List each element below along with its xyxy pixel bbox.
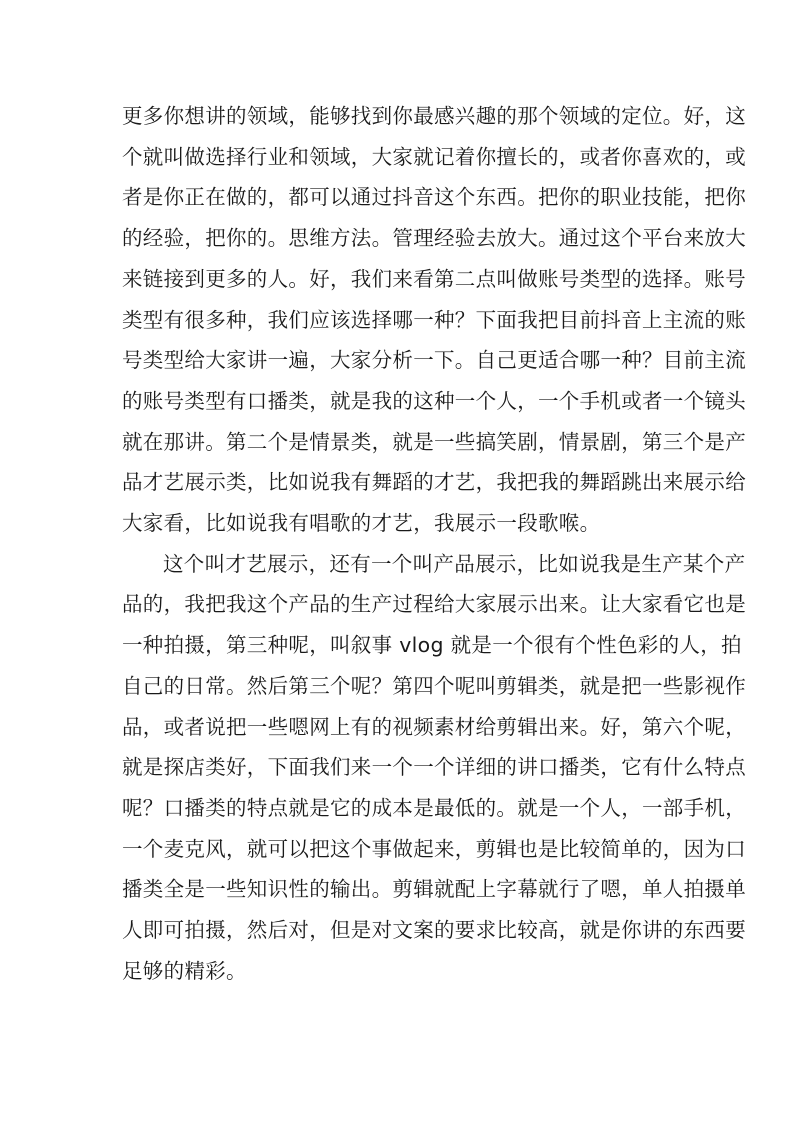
text-line: 品才艺展示类，比如说我有舞蹈的才艺，我把我的舞蹈跳出来展示给 bbox=[122, 470, 746, 495]
text-line: 就是探店类好，下面我们来一个一个详细的讲口播类，它有什么特点 bbox=[122, 755, 746, 780]
paragraph-1 bbox=[122, 96, 746, 544]
text-line: 足够的精彩。 bbox=[122, 958, 247, 983]
text-line: 自己的日常。然后第三个呢？第四个呢叫剪辑类，就是把一些影视作 bbox=[122, 673, 746, 698]
text-line: 个就叫做选择行业和领域，大家就记着你擅长的，或者你喜欢的，或 bbox=[122, 144, 746, 169]
text-line: 的经验，把你的。思维方法。管理经验去放大。通过这个平台来放大 bbox=[122, 226, 746, 251]
text-line: 品的，我把我这个产品的生产过程给大家展示出来。让大家看它也是 bbox=[122, 592, 746, 617]
text-line: 者是你正在做的，都可以通过抖音这个东西。把你的职业技能，把你 bbox=[122, 185, 746, 210]
text-line: 播类全是一些知识性的输出。剪辑就配上字幕就行了嗯，单人拍摄单 bbox=[122, 877, 746, 902]
text-line: 大家看，比如说我有唱歌的才艺，我展示一段歌喉。 bbox=[122, 511, 601, 536]
text-line: 来链接到更多的人。好，我们来看第二点叫做账号类型的选择。账号 bbox=[122, 266, 746, 291]
text-line: 呢？口播类的特点就是它的成本是最低的。就是一个人，一部手机， bbox=[122, 795, 746, 820]
text-line: 一种拍摄，第三种呢，叫叙事 vlog 就是一个很有个性色彩的人，拍 bbox=[122, 633, 742, 658]
text-line: 更多你想讲的领域，能够找到你最感兴趣的那个领域的定位。好，这 bbox=[122, 104, 746, 128]
text-line: 的账号类型有口播类，就是我的这种一个人，一个手机或者一个镜头 bbox=[122, 388, 746, 413]
document-body bbox=[122, 96, 746, 991]
text-line: 这个叫才艺展示，还有一个叫产品展示，比如说我是生产某个产 bbox=[163, 551, 746, 576]
text-line: 号类型给大家讲一遍，大家分析一下。自己更适合哪一种？目前主流 bbox=[122, 348, 746, 373]
paragraph-2 bbox=[122, 544, 746, 992]
text-line: 一个麦克风，就可以把这个事做起来，剪辑也是比较简单的，因为口 bbox=[122, 836, 746, 861]
text-line: 人即可拍摄，然后对，但是对文案的要求比较高，就是你讲的东西要 bbox=[122, 918, 746, 943]
text-line: 类型有很多种，我们应该选择哪一种？下面我把目前抖音上主流的账 bbox=[122, 307, 746, 332]
text-line: 品，或者说把一些嗯网上有的视频素材给剪辑出来。好，第六个呢， bbox=[122, 714, 746, 739]
text-line: 就在那讲。第二个是情景类，就是一些搞笑剧，情景剧，第三个是产 bbox=[122, 429, 746, 454]
